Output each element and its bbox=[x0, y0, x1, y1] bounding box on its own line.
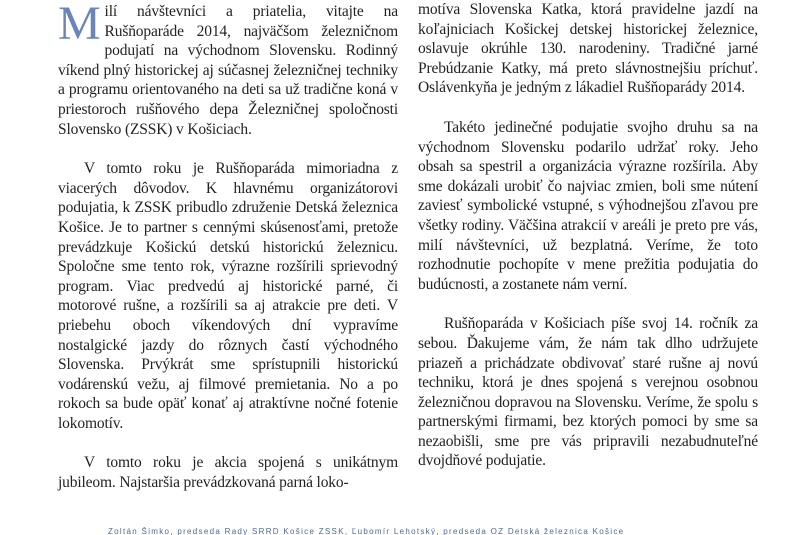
article-paragraph: V tomto roku je akcia spojená s unikátnym jubileom. Najstaršia prevádzkovaná parná loko- bbox=[58, 454, 398, 492]
article-paragraph: motíva Slovenska Katka, ktorá pravidelne jazdí na koľajniciach Košickej detskej historickej železnice, oslavuje okrúhle 130. narodeniny. Tradičné jarné Prebúdzanie Katky, má preto slávnostnejšiu príchuť. Oslávenkyňa je jedným z lákadiel Rušňoparády 2014. bbox=[418, 1, 758, 97]
right-column bbox=[418, 0, 758, 520]
article-body bbox=[58, 0, 758, 520]
paragraph-text: ilí návštevníci a priatelia, vitajte na Rušňoparáde 2014, najväčšom železničnom podujatí na východnom Slovensku. Rodinný víkend plný historickej aj súčasnej železničnej techniky a programu orientovaného na deti sa už tradične koná v priestoroch rušňového depa Železničnej spoločnosti Slovensko (ZSSK) v Košiciach. bbox=[58, 3, 398, 138]
article-paragraph: Rušňoparáda v Košiciach píše svoj 14. ročník za sebou. Ďakujeme vám, že nám tak dlho udržujete priazeň a prichádzate obdivovať staré rušne aj novú techniku, ktorá je dnes spojená s verejnou osobnou železničnou dopravou na Slovensku. Veríme, že spolu s partnerskými firmami, bez ktorých pomoci by sme sa nezaobišli, sme pre vás pripravili nezabudnuteľné dvojdňové podujatie. bbox=[418, 315, 758, 470]
article-paragraph: V tomto roku je Rušňoparáda mimoriadna z viacerých dôvodov. K hlavnému organizátorovi podujatia, k ZSSK pribudlo združenie Detská železnica Košice. Je to partner s cennými skúsenosťami, pretože prevádzkuje Košickú detskú historickú železnicu. Spoločne sme tento rok, výrazne rozšírili sprievodný program. Viac predvedú aj historické parné, či motorové rušne, a rozšírili sa aj atrakcie pre deti. V priebehu oboch víkendových dní vypravíme nostalgické jazdy do rôznych častí východného Slovenska. Prvýkrát sme sprístupnili historickú vodárenskú vežu, aj filmové premietania. No a po rokoch sa bude opäť konať aj atraktívne nočné fotenie lokomotív. bbox=[58, 160, 398, 432]
left-column bbox=[58, 0, 398, 520]
article-paragraph: Takéto jedinečné podujatie svojho druhu sa na východnom Slovensku podarilo udržať roky. Jeho obsah sa spestril a organizácia výrazne rozšírila. Aby sme dokázali urobiť čo najviac zmien, boli sme nútení zaviesť symbolické vstupné, s výhodnejšou zľavou pre všetky rodiny. Väčšina atrakcií v areáli je preto pre vás, milí návštevníci, už bezplatná. Veríme, že toto rozhodnutie pochopíte v mene prežitia podujatia do budúcnosti, a zostanete nám verní. bbox=[418, 118, 758, 293]
dropcap-letter: M bbox=[58, 0, 101, 50]
author-credit: Zoltán Šimko, predseda Rady SRRD Košice ZSSK, Ľubomír Lehotský, predseda OZ Detská železnica Košice bbox=[108, 527, 625, 535]
article-paragraph bbox=[58, 2, 398, 139]
